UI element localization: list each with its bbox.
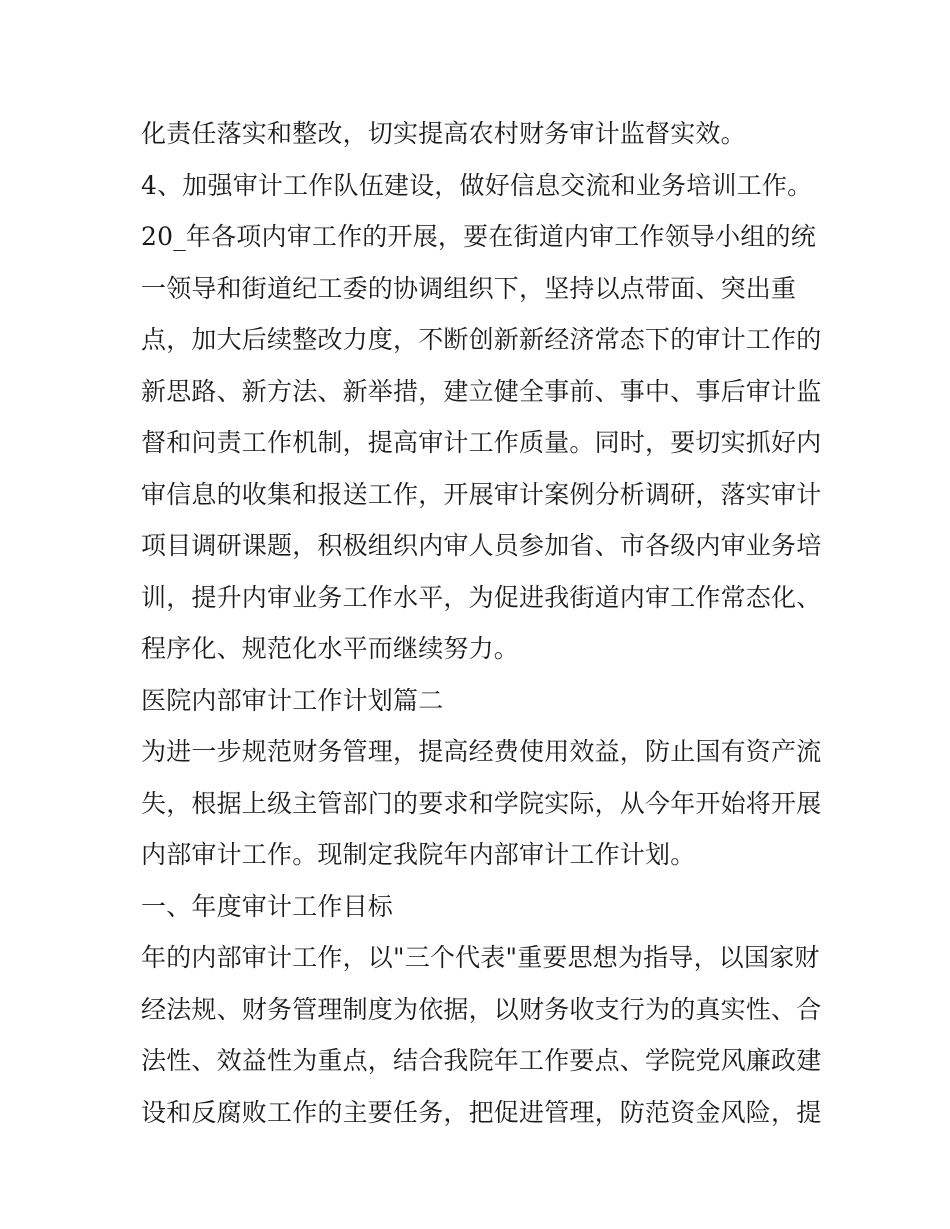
text-line: 4、加强审计工作队伍建设，做好信息交流和业务培训工作。	[141, 170, 813, 200]
text-line: 一领导和街道纪工委的协调组织下，坚持以点带面、突出重	[141, 273, 797, 303]
text-line: 法性、效益性为重点，结合我院年工作要点、学院党风廉政建	[141, 1046, 821, 1075]
document-body	[141, 108, 821, 1138]
text-line: 训，提升内审业务工作水平，为促进我街道内审工作常态化、	[141, 582, 821, 612]
section-heading: 医院内部审计工作计划篇二	[141, 685, 444, 715]
text-line: 新思路、新方法、新举措，建立健全事前、事中、事后审计监	[141, 376, 821, 406]
text-line: 20_年各项内审工作的开展，要在街道内审工作领导小组的统	[141, 222, 816, 251]
text-line: 督和问责工作机制，提高审计工作质量。同时，要切实抓好内	[141, 428, 821, 457]
text-line: 点，加大后续整改力度，不断创新新经济常态下的审计工作的	[141, 325, 821, 354]
text-line: 程序化、规范化水平而继续努力。	[141, 634, 520, 663]
text-line: 为进一步规范财务管理，提高经费使用效益，防止国有资产流	[141, 737, 821, 766]
subsection-heading: 一、年度审计工作目标	[141, 891, 394, 921]
text-line: 内部审计工作。现制定我院年内部审计工作计划。	[141, 840, 696, 869]
text-line: 失，根据上级主管部门的要求和学院实际，从今年开始将开展	[141, 788, 821, 818]
text-line: 化责任落实和整改，切实提高农村财务审计监督实效。	[141, 119, 746, 148]
text-line: 审信息的收集和报送工作，开展审计案例分析调研，落实审计	[141, 479, 821, 509]
text-line: 项目调研课题，积极组织内审人员参加省、市各级内审业务培	[141, 531, 821, 560]
text-line: 年的内部审计工作，以"三个代表"重要思想为指导，以国家财	[141, 943, 820, 972]
text-line: 设和反腐败工作的主要任务，把促进管理，防范资金风险，提	[141, 1097, 821, 1127]
text-line: 经法规、财务管理制度为依据，以财务收支行为的真实性、合	[141, 994, 821, 1024]
